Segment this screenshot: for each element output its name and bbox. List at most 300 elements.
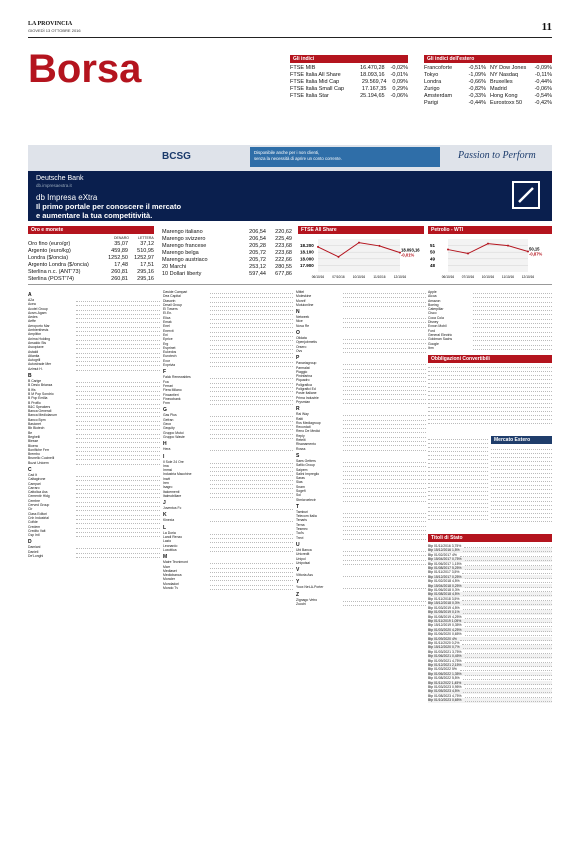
stock-name: Enel (163, 324, 170, 329)
stock-values-placeholder (343, 303, 426, 307)
stock-name: Cementir Hldg (28, 494, 50, 499)
stock-name: Aeroporto Mar (28, 323, 50, 328)
stock-name: Ei Towers (163, 307, 178, 312)
stock-section-letter: D (28, 539, 32, 546)
titoli-stato-list (428, 544, 552, 834)
chart-last-value: 50,15 (529, 246, 540, 252)
stock-values-placeholder (76, 554, 160, 558)
stock-row (296, 447, 426, 451)
index-value: 18.093,16 (360, 72, 385, 78)
oro-row-name: Argento Londra ($/oncia) (28, 262, 89, 268)
index-change: -0,06% (534, 86, 552, 92)
stock-name: Tamburi (296, 509, 309, 514)
stock-row (163, 586, 293, 590)
bond-name: Btp 01/02/2017 4% (428, 552, 457, 557)
ad-headline-1: db Impresa eXtra (36, 193, 98, 202)
stock-name: Lazio (163, 539, 172, 544)
bond-values-placeholder (465, 698, 552, 702)
stock-name: Hera (163, 447, 171, 452)
stock-name: Gas Plus (163, 413, 177, 418)
chart-x-tick-label: 12/10/16 (521, 275, 535, 279)
stock-name: Biesse (28, 439, 39, 444)
stock-name: Ima (163, 463, 169, 468)
indices-italia-header: Gli indici (290, 55, 408, 63)
stock-section-letter: R (296, 406, 300, 413)
oro-header: Oro e monete (28, 226, 154, 234)
stock-name: Davide Campari (163, 290, 188, 294)
index-name: Francoforte (424, 65, 453, 71)
stock-section-letter: V (296, 567, 300, 574)
stock-name: Inwit (163, 476, 170, 481)
stock-name: Luxottica (163, 547, 177, 552)
stock-name: Poligrafica (296, 382, 312, 387)
index-values (362, 79, 408, 86)
index-change: -1,09% (468, 72, 486, 78)
stock-values-placeholder (343, 602, 426, 606)
index-change: 0,09% (392, 79, 408, 85)
chart-plot-area (318, 239, 400, 272)
index-change: -0,06% (390, 93, 408, 99)
stock-name: Rai Way (296, 412, 309, 417)
chart-y-tick-label: 48 (430, 262, 436, 268)
stock-values-placeholder (343, 498, 426, 502)
stock-name: B Profilo (28, 400, 41, 405)
stock-name: Poligrafici Ed (296, 387, 316, 392)
index-estero-left (424, 86, 486, 93)
listing-line-placeholder (428, 516, 488, 520)
bond-name: Btp 01/11/2017 3,5% (428, 570, 460, 575)
index-estero-right (490, 100, 552, 107)
index-change: -0,51% (468, 65, 486, 71)
chart-point (487, 243, 489, 245)
chart-point (507, 245, 509, 247)
stock-name: Moleskine (296, 294, 312, 299)
stock-name: Dea Capital (163, 294, 181, 299)
stock-name: Moncler (163, 577, 176, 582)
bond-values-placeholder (464, 619, 552, 623)
bond-values-placeholder (463, 610, 552, 614)
stock-name: Rosss (296, 446, 306, 451)
marengo-row-denaro: 253,12 (249, 264, 266, 270)
oro-row-name: Sterlina n.c. (ANT'73) (28, 269, 81, 275)
chart-x-tick-label: 07/10/16 (461, 275, 475, 279)
index-estero-right (490, 65, 552, 72)
stock-values-placeholder (76, 367, 160, 371)
stock-name: Bonifiche Ferr (28, 447, 50, 452)
stock-name: Tesmec (296, 527, 308, 532)
bond-name: Btp 01/03/2022 5% (428, 667, 457, 672)
stock-name: Netweek (296, 315, 310, 320)
stock-values-placeholder (343, 447, 426, 451)
stock-name: Basicnet (28, 422, 42, 427)
stock-section-letter: J (163, 500, 166, 507)
stock-values-placeholder (210, 494, 293, 498)
stock-name: Rcs Mediagroup (296, 420, 321, 425)
stock-name: Immsi (163, 468, 173, 473)
page-title: Borsa (28, 47, 142, 91)
stock-name: Retelit (296, 438, 306, 443)
chart-y-tick-label: 51 (430, 243, 436, 249)
index-row (290, 86, 408, 93)
stock-name: Dmail Group (163, 302, 183, 307)
marengo-row-values (240, 243, 292, 250)
stock-section-letter: M (163, 554, 168, 561)
oro-row-values (102, 255, 154, 262)
indices-estero-table (424, 65, 552, 107)
stock-name: Mutuionline (296, 302, 314, 307)
chart-point (317, 246, 319, 248)
stock-name: Kinexia (163, 518, 175, 523)
stock-values-placeholder (210, 401, 293, 405)
chart-x-tick-label: 11/10/16 (373, 275, 386, 279)
stock-name: Credito Valt (28, 528, 46, 533)
index-estero-left (424, 72, 486, 79)
stock-name: Snam (296, 484, 305, 489)
stock-section-letter: S (296, 452, 300, 459)
stock-values-placeholder (343, 400, 426, 404)
marengo-row-name: Marengo svizzero (162, 236, 206, 242)
stock-name: Eprice (163, 337, 173, 342)
petrolio-chart-header: Petrolio - WTI (428, 226, 552, 234)
marengo-row (162, 229, 292, 236)
stock-name: Leonardo (163, 543, 178, 548)
stock-row (296, 573, 426, 577)
oro-row-values (102, 262, 154, 269)
stock-name: Unipolsai (296, 560, 310, 565)
index-name: Amsterdam (424, 93, 453, 99)
stock-values-placeholder (343, 573, 426, 577)
oro-row-lettera: 1252,97 (134, 255, 154, 261)
stock-name: Orsero (296, 344, 307, 349)
obbligazioni-list (428, 364, 552, 434)
promo-tagline: Disponibile anche per i non clienti, senza la necessità di aprire un conto corrente. (250, 147, 440, 167)
bond-values-placeholder (460, 553, 552, 557)
stock-section-letter: C (28, 466, 32, 473)
deutsche-bank-ad[interactable] (28, 171, 552, 221)
oro-row (28, 262, 154, 269)
stock-values-placeholder (210, 363, 293, 367)
bond-name: Btp 01/09/2021 4,75% (428, 658, 462, 663)
stock-row (163, 494, 293, 498)
stock-section-letter: A (28, 292, 32, 298)
stock-name: Mondo Tv (163, 586, 179, 591)
titoli-stato-header: Titoli di Stato (428, 534, 552, 542)
stock-name: Cofide (28, 520, 38, 525)
stock-section-letter: B (28, 373, 32, 380)
stock-name: Coca Cola (428, 315, 444, 320)
marengo-row-denaro: 206,54 (249, 236, 266, 242)
stock-name: Cnh Industrial (28, 515, 49, 520)
index-value: 17.167,35 (361, 86, 387, 92)
stock-name: Banco Bpm (28, 417, 46, 422)
promo-banner[interactable] (28, 145, 552, 171)
chart-x-tick-label: 10/10/16 (481, 275, 495, 279)
stock-row (296, 498, 426, 502)
bond-values-placeholder (465, 623, 552, 627)
oro-row-lettera: 510,95 (137, 248, 154, 254)
oro-row-denaro: 260,81 (111, 269, 128, 275)
stock-name: Eurotech (163, 354, 177, 359)
stock-name: Cisco (428, 311, 437, 316)
index-values (362, 86, 408, 93)
index-change: -0,11% (534, 72, 552, 78)
stock-values-placeholder (76, 533, 160, 537)
marengo-row-lettera: 223,68 (275, 250, 292, 256)
stock-values-placeholder (210, 518, 293, 522)
stock-row (163, 401, 293, 405)
stock-name: Ambienthesis (28, 328, 49, 333)
oro-row-name: Argento (euro/kg) (28, 248, 71, 254)
stock-column-4 (428, 290, 552, 350)
bond-name: Btp 01/09/2020 4% (428, 636, 457, 641)
oro-row (28, 276, 154, 283)
bond-values-placeholder (463, 645, 552, 649)
stock-name: Gequity (163, 426, 175, 431)
oro-row-name: Sterlina (POST'74) (28, 276, 74, 282)
stock-name: Finecobank (163, 396, 181, 401)
bond-name: Btp 15/12/2018 0,3% (428, 601, 460, 606)
marengo-row-denaro: 205,28 (249, 243, 266, 249)
deutsche-bank-logo-icon (512, 181, 540, 209)
bond-name: Btp 01/06/2017 1,15% (428, 561, 462, 566)
index-name: FTSE Italia Small Cap (290, 86, 345, 92)
stock-name: Salini Impregilo (296, 471, 320, 476)
stock-section-letter: T (296, 503, 300, 510)
stock-row (28, 533, 160, 537)
index-change: -0,44% (534, 79, 552, 85)
stock-values-placeholder (210, 506, 293, 510)
stock-name: Juventus Fc (163, 506, 182, 511)
stock-name: Il Sole 24 Ore (163, 459, 184, 464)
stock-name: Banca Generali (28, 409, 52, 414)
stock-name: Stmicroelectr (296, 497, 316, 502)
index-estero-left (424, 100, 486, 107)
stock-name: Ansaldo Sts (28, 340, 47, 345)
index-change: -0,66% (468, 79, 486, 85)
stock-name: Ibm (428, 345, 434, 350)
bond-values-placeholder (464, 681, 552, 685)
stock-name: Acsm-Agam (28, 310, 47, 315)
stock-section-letter: I (163, 453, 165, 460)
stock-name: Saes Getters (296, 458, 316, 463)
stock-name: Falck Renewables (163, 375, 191, 380)
oro-col-denaro: DENARO (114, 236, 129, 240)
index-row (290, 93, 408, 100)
oro-row (28, 255, 154, 262)
paper-date: GIOVEDÌ 13 OTTOBRE 2016 (28, 28, 81, 33)
bond-name: Btp 01/08/2019 4,25% (428, 614, 462, 619)
marengo-row-denaro: 597,44 (249, 271, 266, 277)
index-estero-row (424, 86, 552, 93)
promo-brand: BCSG (162, 151, 191, 162)
stock-section-letter: G (163, 407, 167, 414)
marengo-row-lettera: 222,66 (275, 257, 292, 263)
index-change: -0,02% (390, 65, 408, 71)
stock-values-placeholder (210, 435, 293, 439)
masthead (28, 21, 552, 37)
stock-name: General Electric (428, 332, 453, 337)
chart-point (338, 256, 340, 258)
bond-name: Btp 01/12/2021 2,15% (428, 662, 462, 667)
index-estero-row (424, 93, 552, 100)
bond-values-placeholder (462, 641, 552, 645)
marengo-row-values (240, 257, 292, 264)
listing-line-placeholder (491, 518, 552, 522)
index-name: Madrid (490, 86, 507, 92)
stock-name: B Pop Emilia (28, 396, 48, 401)
stock-name: Aeffe (28, 319, 36, 324)
stock-name: Openjobmetis (296, 340, 317, 345)
index-change: -0,01% (390, 72, 408, 78)
marengo-row-lettera: 280,55 (275, 264, 292, 270)
stock-row (296, 349, 426, 353)
stock-column-2 (163, 290, 293, 830)
bond-name: Btp 01/08/2018 4,5% (428, 592, 460, 597)
oro-row-lettera: 37,12 (140, 241, 154, 247)
stock-row (28, 367, 160, 371)
index-name: NY Nasdaq (490, 72, 519, 78)
stock-name: Csp Intl (28, 533, 40, 538)
stock-name: Fnm (163, 401, 170, 406)
stock-row (296, 303, 426, 307)
stock-name: Atlantia (28, 353, 40, 358)
stock-name: Eni (163, 332, 168, 337)
masthead-rule (28, 37, 552, 38)
chart-point (447, 249, 449, 251)
listings-rule (28, 284, 552, 285)
marengo-row-values (240, 229, 292, 236)
marengo-row (162, 243, 292, 250)
index-estero-right (490, 72, 552, 79)
bond-name: Btp 01/03/2019 4,5% (428, 605, 460, 610)
chart-point (379, 245, 381, 247)
stock-name: Tod's (296, 531, 304, 536)
obbligazioni-header: Obbligazioni Convertibili (428, 355, 552, 363)
marengo-row-name: Marengo austriaco (162, 257, 208, 263)
bond-values-placeholder (460, 667, 552, 671)
stock-name: Aedes (28, 315, 38, 320)
marengo-row-lettera: 677,86 (275, 271, 292, 277)
marengo-row (162, 257, 292, 264)
bond-name: Btp 01/08/2017 5,25% (428, 566, 462, 571)
bond-values-placeholder (465, 672, 552, 676)
marengo-row-denaro: 206,54 (249, 229, 266, 235)
stock-name: Bb Biotech (28, 426, 45, 431)
oro-table (28, 241, 154, 283)
stock-name: B Carige (28, 379, 42, 384)
marengo-row-denaro: 205,72 (249, 257, 266, 263)
stock-name: Trevi (296, 535, 304, 540)
stock-column-3 (296, 290, 426, 830)
bond-values-placeholder (463, 588, 552, 592)
bond-name: Btp 01/06/2021 0,45% (428, 654, 462, 659)
marengo-row-name: Marengo francese (162, 243, 207, 249)
stock-name: Disney (428, 320, 439, 325)
marengo-row-name: Marengo belga (162, 250, 199, 256)
stock-name: Ferrari (163, 383, 173, 388)
stock-row (163, 518, 293, 522)
index-name: NY Dow Jones (490, 65, 527, 71)
index-estero-row (424, 79, 552, 86)
mercato-estero-list (491, 446, 552, 532)
stock-name: Acotel Group (28, 306, 48, 311)
stock-section-letter: Y (296, 579, 300, 586)
index-change: -0,42% (534, 100, 552, 106)
bond-name: Btp 01/02/2018 4,5% (428, 579, 460, 584)
index-name: FTSE Italia All Share (290, 72, 341, 78)
oro-row-denaro: 459,89 (111, 248, 128, 254)
stock-row (28, 461, 160, 465)
stock-name: Beghelli (28, 434, 41, 439)
index-estero-left (424, 65, 486, 72)
bond-values-placeholder (465, 632, 552, 636)
index-value: 16.470,28 (360, 65, 385, 71)
stock-name: Landi Renzo (163, 535, 183, 540)
fondi-list (428, 436, 488, 532)
stock-section-letter: H (163, 441, 167, 448)
stock-name: Geox (163, 422, 172, 427)
stock-name: B Desio Brianza (28, 383, 53, 388)
chart-x-tick-label: 06/10/16 (441, 275, 455, 279)
index-name: Londra (424, 79, 442, 85)
stock-name: Gruppo Waste (163, 434, 185, 439)
stock-name: Italmobiliare (163, 493, 182, 498)
marengo-row-name: Marengo italiano (162, 229, 203, 235)
bond-name: Btp 15/04/2018 0,25% (428, 583, 462, 588)
index-name: Tokyo (424, 72, 439, 78)
bond-values-placeholder (463, 606, 552, 610)
stock-name: El.En. (163, 311, 173, 316)
stock-name: Class Editori (28, 511, 48, 516)
index-name: Zurigo (424, 86, 440, 92)
bond-name: Btp 01/05/2019 0,1% (428, 610, 460, 615)
chart-last-change: -0,01% (401, 252, 415, 258)
stock-name: Italcementi (163, 489, 180, 494)
oro-row-denaro: 35,07 (114, 241, 128, 247)
stock-name: Be (28, 430, 33, 435)
index-estero-right (490, 93, 552, 100)
chart-last-change: -0,87% (529, 251, 543, 257)
stock-name: Reply (296, 433, 305, 438)
ad-headline-3: e aumentare la tua competitività. (36, 211, 153, 220)
stock-name: Maire Tecnimont (163, 560, 188, 565)
bond-name: Btp 01/11/2020 0,2% (428, 640, 460, 645)
stock-name: Nice (296, 319, 303, 324)
stock-name: Emak (163, 320, 172, 325)
stock-values-placeholder (343, 561, 426, 565)
chart-x-tick-label: 10/10/16 (352, 275, 366, 279)
stock-section-letter: N (296, 309, 300, 316)
ftse-chart-header: FTSE All Share (298, 226, 424, 234)
chart-x-tick-label: 12/10/16 (393, 275, 407, 279)
bond-values-placeholder (462, 570, 552, 574)
mercato-estero-header: Mercato Estero (491, 436, 552, 444)
stock-name: Piquadro (296, 378, 310, 383)
stock-name: Sias (296, 480, 303, 485)
bond-name: Btp 01/11/2016 3,75% (428, 544, 462, 548)
marengo-row (162, 264, 292, 271)
index-estero-row (424, 72, 552, 79)
stock-section-letter: U (296, 541, 300, 548)
stock-name: Amazon (428, 298, 441, 303)
chart-y-tick-label: 18.200 (300, 243, 314, 249)
bond-values-placeholder (463, 548, 552, 552)
bond-name: Btp 01/08/2023 4,75% (428, 693, 462, 698)
marengo-row (162, 250, 292, 257)
stock-name: Piaggio (296, 369, 308, 374)
chart-x-tick-label: 11/10/16 (501, 275, 515, 279)
stock-row (163, 506, 293, 510)
